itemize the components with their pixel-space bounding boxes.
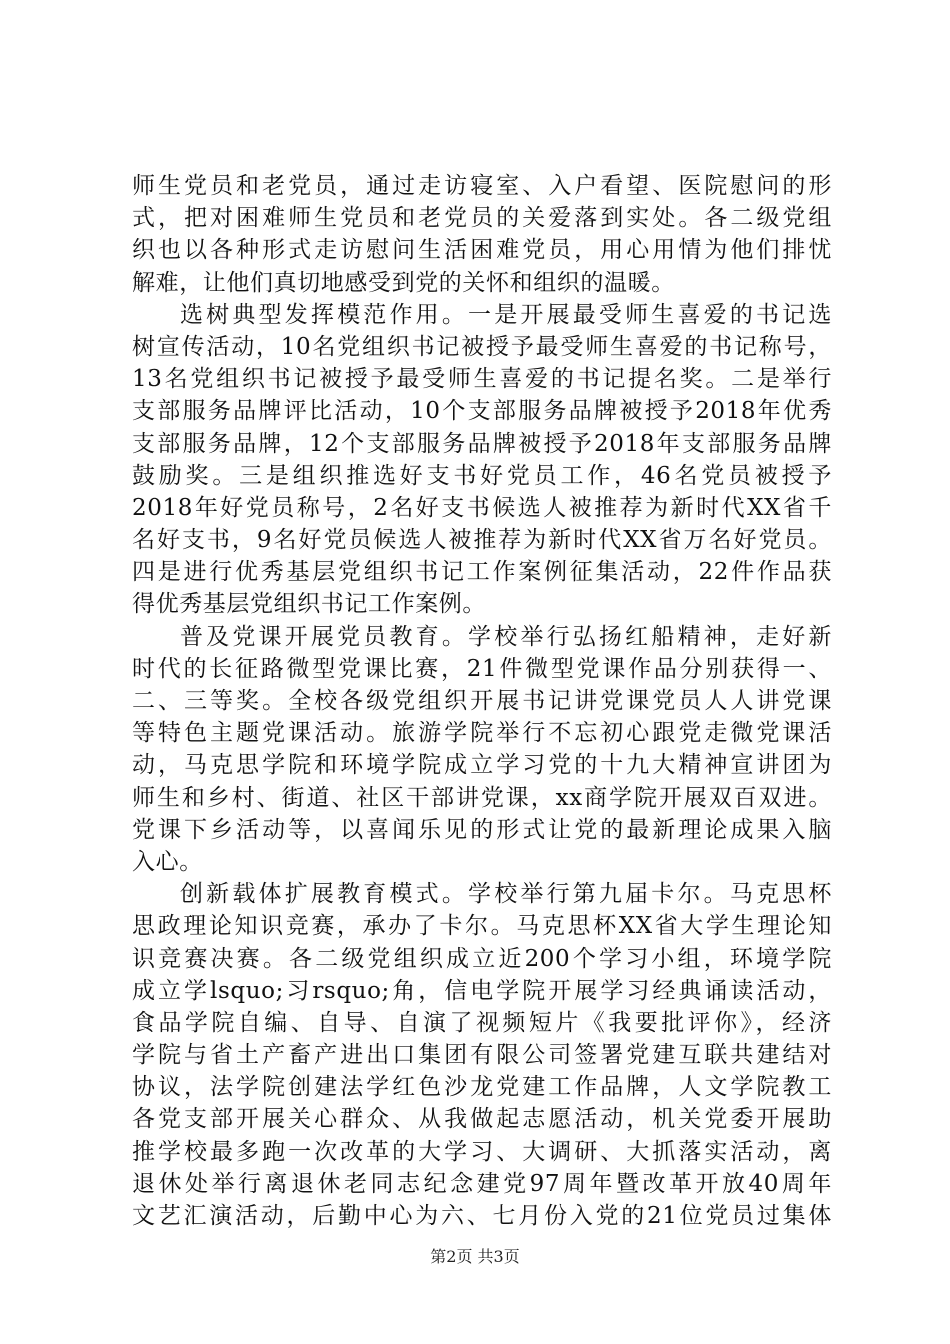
text-line: 选树典型发挥模范作用。一是开展最受师生喜爱的书记选: [180, 301, 832, 328]
text-line: 各党支部开展关心群众、从我做起志愿活动，机关党委开展助: [132, 1106, 832, 1133]
text-line: 鼓励奖。三是组织推选好支书好党员工作，46名党员被授予: [132, 462, 832, 489]
text-line: 识竞赛决赛。各二级党组织成立近200个学习小组，环境学院: [132, 945, 832, 972]
text-line: 学院与省土产畜产进出口集团有限公司签署党建互联共建结对: [132, 1042, 832, 1069]
text-line: 师生和乡村、街道、社区干部讲党课，xx商学院开展双百双进。: [132, 784, 832, 811]
text-line: 等特色主题党课活动。旅游学院举行不忘初心跟党走微党课活: [132, 720, 832, 747]
text-line: 成立学lsquo;习rsquo;角，信电学院开展学习经典诵读活动，: [132, 977, 832, 1004]
text-line: 2018年好党员称号，2名好支书候选人被推荐为新时代XX省千: [132, 494, 832, 521]
text-line: 得优秀基层党组织书记工作案例。: [132, 591, 486, 618]
text-line: 13名党组织书记被授予最受师生喜爱的书记提名奖。二是举行: [132, 366, 832, 393]
text-line: 推学校最多跑一次改革的大学习、大调研、大抓落实活动，离: [132, 1138, 832, 1165]
text-line: 式，把对困难师生党员和老党员的关爱落到实处。各二级党组: [132, 205, 832, 232]
text-line: 党课下乡活动等，以喜闻乐见的形式让党的最新理论成果入脑: [132, 816, 832, 843]
text-line: 普及党课开展党员教育。学校举行弘扬红船精神，走好新: [180, 623, 832, 650]
text-line: 树宣传活动，10名党组织书记被授予最受师生喜爱的书记称号，: [132, 333, 832, 360]
document-body: [132, 170, 832, 1232]
text-line: 退休处举行离退休老同志纪念建党97周年暨改革开放40周年: [132, 1170, 832, 1197]
text-line: 时代的长征路微型党课比赛，21件微型党课作品分别获得一、: [132, 655, 832, 682]
text-line: 师生党员和老党员，通过走访寝室、入户看望、医院慰问的形: [132, 173, 832, 199]
text-line: 协议，法学院创建法学红色沙龙党建工作品牌，人文学院教工: [132, 1074, 832, 1101]
text-line: 名好支书，9名好党员候选人被推荐为新时代XX省万名好党员。: [132, 527, 832, 554]
text-line: 解难，让他们真切地感受到党的关怀和组织的温暖。: [132, 269, 675, 296]
text-line: 织也以各种形式走访慰问生活困难党员，用心用情为他们排忧: [132, 237, 832, 264]
text-line: 动，马克思学院和环境学院成立学习党的十九大精神宣讲团为: [132, 752, 832, 779]
text-line: 创新载体扩展教育模式。学校举行第九届卡尔。马克思杯: [180, 881, 832, 908]
text-line: 支部服务品牌，12个支部服务品牌被授予2018年支部服务品牌: [132, 430, 832, 457]
text-line: 文艺汇演活动，后勤中心为六、七月份入党的21位党员过集体: [132, 1203, 832, 1229]
text-line: 四是进行优秀基层党组织书记工作案例征集活动，22件作品获: [132, 559, 832, 586]
text-line: 入心。: [132, 848, 203, 875]
text-line: 支部服务品牌评比活动，10个支部服务品牌被授予2018年优秀: [132, 398, 832, 425]
page-footer: 第2页 共3页: [430, 1247, 520, 1266]
text-line: 食品学院自编、自导、自演了视频短片《我要批评你》，经济: [132, 1009, 832, 1036]
text-line: 思政理论知识竞赛，承办了卡尔。马克思杯XX省大学生理论知: [132, 913, 832, 940]
text-line: 二、三等奖。全校各级党组织开展书记讲党课党员人人讲党课: [132, 688, 832, 714]
